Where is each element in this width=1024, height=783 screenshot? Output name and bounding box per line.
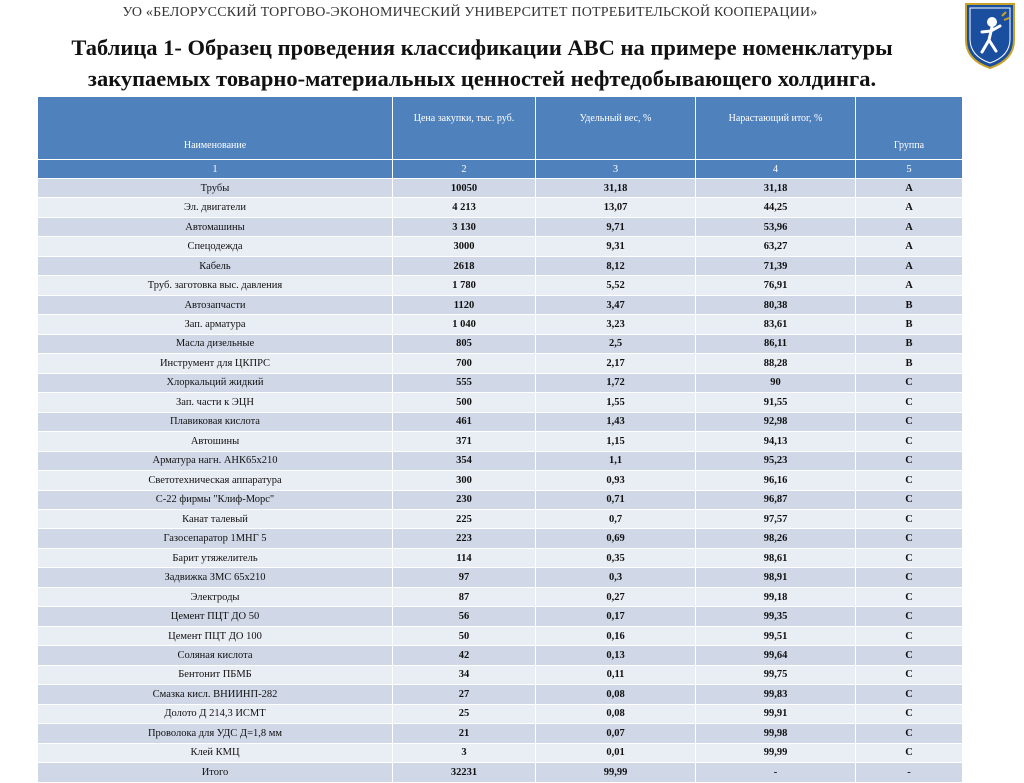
row-share-cell: 0,08 (536, 685, 696, 704)
row-price-cell: 3 130 (393, 217, 536, 236)
row-cumulative-cell: 98,91 (696, 568, 856, 587)
row-group-cell: С (856, 412, 963, 431)
table-header-row (38, 97, 963, 160)
table-row (38, 587, 963, 606)
row-name-cell: С-22 фирмы "Клиф-Морс" (38, 490, 393, 509)
row-group-cell: С (856, 646, 963, 665)
row-share-cell: 0,93 (536, 471, 696, 490)
row-name-cell: Арматура нагн. АНК65х210 (38, 451, 393, 470)
row-group-cell: В (856, 334, 963, 353)
row-group-cell: С (856, 373, 963, 392)
row-group-cell: С (856, 626, 963, 645)
row-name-cell: Трубы (38, 179, 393, 198)
row-cumulative-cell: 83,61 (696, 315, 856, 334)
row-share-cell: 0,13 (536, 646, 696, 665)
row-cumulative-cell: 96,87 (696, 490, 856, 509)
row-share-cell: 5,52 (536, 276, 696, 295)
row-group-cell: В (856, 295, 963, 314)
column-header-cumulative: Нарастающий итог, % (696, 97, 856, 160)
row-group-cell: В (856, 354, 963, 373)
row-price-cell: 97 (393, 568, 536, 587)
row-name-cell: Эл. двигатели (38, 198, 393, 217)
row-share-cell: 2,17 (536, 354, 696, 373)
column-number: 3 (536, 160, 696, 179)
row-price-cell: 1 040 (393, 315, 536, 334)
row-group-cell: С (856, 724, 963, 743)
row-cumulative-cell: 91,55 (696, 393, 856, 412)
row-group-cell: С (856, 548, 963, 567)
row-group-cell: С (856, 490, 963, 509)
row-cumulative-cell: 53,96 (696, 217, 856, 236)
table-row (38, 354, 963, 373)
row-cumulative-cell: 96,16 (696, 471, 856, 490)
table-row (38, 237, 963, 256)
row-share-cell: 1,43 (536, 412, 696, 431)
row-share-cell: 0,16 (536, 626, 696, 645)
table-row (38, 295, 963, 314)
row-cumulative-cell: 98,61 (696, 548, 856, 567)
row-name-cell: Цемент ПЦТ ДО 100 (38, 626, 393, 645)
row-price-cell: 3000 (393, 237, 536, 256)
row-share-cell: 0,7 (536, 509, 696, 528)
row-group-cell: С (856, 471, 963, 490)
row-share-cell: 2,5 (536, 334, 696, 353)
table-row (38, 393, 963, 412)
table-row (38, 432, 963, 451)
row-name-cell: Барит утяжелитель (38, 548, 393, 567)
row-cumulative-cell: 76,91 (696, 276, 856, 295)
abc-classification-table (37, 96, 963, 783)
row-price-cell: 27 (393, 685, 536, 704)
row-name-cell: Автомашины (38, 217, 393, 236)
row-share-cell: 0,11 (536, 665, 696, 684)
row-name-cell: Итого (38, 763, 393, 782)
row-group-cell: С (856, 704, 963, 723)
row-cumulative-cell: 90 (696, 373, 856, 392)
row-name-cell: Зап. арматура (38, 315, 393, 334)
column-header-price: Цена закупки, тыс. руб. (393, 97, 536, 160)
row-share-cell: 99,99 (536, 763, 696, 782)
table-row (38, 412, 963, 431)
title-line-2: закупаемых товарно-материальных ценностей нефтедобывающего холдинга. (87, 66, 877, 91)
row-price-cell: 300 (393, 471, 536, 490)
row-cumulative-cell: 71,39 (696, 256, 856, 275)
row-price-cell: 223 (393, 529, 536, 548)
row-share-cell: 9,71 (536, 217, 696, 236)
row-price-cell: 3 (393, 743, 536, 762)
table-row (38, 217, 963, 236)
row-price-cell: 4 213 (393, 198, 536, 217)
table-body (38, 179, 963, 783)
table-row (38, 665, 963, 684)
row-cumulative-cell: 99,75 (696, 665, 856, 684)
row-share-cell: 0,07 (536, 724, 696, 743)
row-name-cell: Цемент ПЦТ ДО 50 (38, 607, 393, 626)
row-name-cell: Электроды (38, 587, 393, 606)
university-emblem-icon (962, 2, 1018, 70)
table-row (38, 315, 963, 334)
row-cumulative-cell: - (696, 763, 856, 782)
table-row (38, 607, 963, 626)
row-price-cell: 555 (393, 373, 536, 392)
row-cumulative-cell: 63,27 (696, 237, 856, 256)
row-share-cell: 3,47 (536, 295, 696, 314)
row-group-cell: А (856, 217, 963, 236)
row-name-cell: Автозапчасти (38, 295, 393, 314)
column-number: 5 (856, 160, 963, 179)
row-price-cell: 805 (393, 334, 536, 353)
row-group-cell: - (856, 763, 963, 782)
row-price-cell: 225 (393, 509, 536, 528)
row-group-cell: В (856, 315, 963, 334)
row-cumulative-cell: 99,64 (696, 646, 856, 665)
column-number-row (38, 160, 963, 179)
row-cumulative-cell: 80,38 (696, 295, 856, 314)
row-price-cell: 42 (393, 646, 536, 665)
table-row (38, 704, 963, 723)
row-group-cell: А (856, 198, 963, 217)
row-name-cell: Светотехническая аппаратура (38, 471, 393, 490)
row-group-cell: А (856, 276, 963, 295)
row-name-cell: Спецодежда (38, 237, 393, 256)
row-price-cell: 354 (393, 451, 536, 470)
row-group-cell: С (856, 451, 963, 470)
row-cumulative-cell: 98,26 (696, 529, 856, 548)
row-share-cell: 0,3 (536, 568, 696, 587)
table-row (38, 685, 963, 704)
row-share-cell: 8,12 (536, 256, 696, 275)
row-share-cell: 0,08 (536, 704, 696, 723)
row-name-cell: Автошины (38, 432, 393, 451)
table-row (38, 763, 963, 782)
row-share-cell: 3,23 (536, 315, 696, 334)
row-price-cell: 1120 (393, 295, 536, 314)
row-name-cell: Кабель (38, 256, 393, 275)
row-cumulative-cell: 44,25 (696, 198, 856, 217)
table-row (38, 548, 963, 567)
row-name-cell: Газосепаратор 1МНГ 5 (38, 529, 393, 548)
title-line-1: Таблица 1- Образец проведения классификации АВС на примере номенклатуры (71, 35, 893, 60)
row-name-cell: Зап. части к ЭЦН (38, 393, 393, 412)
row-share-cell: 13,07 (536, 198, 696, 217)
row-group-cell: С (856, 529, 963, 548)
row-share-cell: 0,27 (536, 587, 696, 606)
table-row (38, 198, 963, 217)
row-price-cell: 25 (393, 704, 536, 723)
row-name-cell: Долото Д 214,3 ИСМТ (38, 704, 393, 723)
row-price-cell: 2618 (393, 256, 536, 275)
table-row (38, 471, 963, 490)
row-price-cell: 87 (393, 587, 536, 606)
row-cumulative-cell: 31,18 (696, 179, 856, 198)
row-cumulative-cell: 99,18 (696, 587, 856, 606)
column-header-group: Группа (856, 97, 963, 160)
row-name-cell: Масла дизельные (38, 334, 393, 353)
row-price-cell: 10050 (393, 179, 536, 198)
row-group-cell: А (856, 256, 963, 275)
row-cumulative-cell: 86,11 (696, 334, 856, 353)
row-name-cell: Смазка кисл. ВНИИНП-282 (38, 685, 393, 704)
row-name-cell: Инструмент для ЦКПРС (38, 354, 393, 373)
row-share-cell: 0,01 (536, 743, 696, 762)
table-row (38, 256, 963, 275)
row-cumulative-cell: 95,23 (696, 451, 856, 470)
table-row (38, 509, 963, 528)
row-price-cell: 21 (393, 724, 536, 743)
table-row (38, 334, 963, 353)
row-name-cell: Проволока для УДС Д=1,8 мм (38, 724, 393, 743)
row-share-cell: 31,18 (536, 179, 696, 198)
row-share-cell: 9,31 (536, 237, 696, 256)
row-name-cell: Плавиковая кислота (38, 412, 393, 431)
row-price-cell: 32231 (393, 763, 536, 782)
row-share-cell: 0,69 (536, 529, 696, 548)
row-name-cell: Труб. заготовка выс. давления (38, 276, 393, 295)
table-row (38, 276, 963, 295)
column-header-name: Наименование (38, 97, 393, 160)
row-name-cell: Клей КМЦ (38, 743, 393, 762)
row-price-cell: 371 (393, 432, 536, 451)
row-price-cell: 230 (393, 490, 536, 509)
row-group-cell: С (856, 432, 963, 451)
row-cumulative-cell: 94,13 (696, 432, 856, 451)
table-row (38, 451, 963, 470)
row-cumulative-cell: 99,91 (696, 704, 856, 723)
row-share-cell: 1,1 (536, 451, 696, 470)
table-row (38, 743, 963, 762)
row-cumulative-cell: 99,83 (696, 685, 856, 704)
row-price-cell: 34 (393, 665, 536, 684)
table-row (38, 724, 963, 743)
row-price-cell: 461 (393, 412, 536, 431)
row-group-cell: С (856, 743, 963, 762)
row-share-cell: 1,72 (536, 373, 696, 392)
page-title (8, 32, 956, 94)
row-cumulative-cell: 88,28 (696, 354, 856, 373)
row-cumulative-cell: 99,99 (696, 743, 856, 762)
row-group-cell: С (856, 587, 963, 606)
row-share-cell: 1,15 (536, 432, 696, 451)
row-name-cell: Хлоркальций жидкий (38, 373, 393, 392)
row-price-cell: 500 (393, 393, 536, 412)
row-cumulative-cell: 97,57 (696, 509, 856, 528)
row-group-cell: С (856, 393, 963, 412)
row-price-cell: 50 (393, 626, 536, 645)
row-group-cell: С (856, 568, 963, 587)
table-row (38, 529, 963, 548)
row-group-cell: А (856, 179, 963, 198)
row-cumulative-cell: 92,98 (696, 412, 856, 431)
column-header-share: Удельный вес, % (536, 97, 696, 160)
column-number: 2 (393, 160, 536, 179)
row-cumulative-cell: 99,98 (696, 724, 856, 743)
row-share-cell: 1,55 (536, 393, 696, 412)
row-price-cell: 56 (393, 607, 536, 626)
row-price-cell: 1 780 (393, 276, 536, 295)
row-group-cell: С (856, 509, 963, 528)
row-share-cell: 0,71 (536, 490, 696, 509)
column-number: 1 (38, 160, 393, 179)
table-row (38, 568, 963, 587)
row-name-cell: Канат талевый (38, 509, 393, 528)
row-group-cell: С (856, 685, 963, 704)
column-number: 4 (696, 160, 856, 179)
table-row (38, 626, 963, 645)
table-row (38, 646, 963, 665)
row-name-cell: Соляная кислота (38, 646, 393, 665)
row-group-cell: С (856, 607, 963, 626)
university-name: УО «БЕЛОРУССКИЙ ТОРГОВО-ЭКОНОМИЧЕСКИЙ УНИВЕРСИТЕТ ПОТРЕБИТЕЛЬСКОЙ КООПЕРАЦИИ» (122, 5, 818, 20)
row-price-cell: 700 (393, 354, 536, 373)
row-cumulative-cell: 99,51 (696, 626, 856, 645)
row-group-cell: А (856, 237, 963, 256)
table-row (38, 179, 963, 198)
table-row (38, 373, 963, 392)
table-row (38, 490, 963, 509)
row-name-cell: Задвижка ЗМС 65х210 (38, 568, 393, 587)
row-share-cell: 0,35 (536, 548, 696, 567)
row-share-cell: 0,17 (536, 607, 696, 626)
row-cumulative-cell: 99,35 (696, 607, 856, 626)
row-price-cell: 114 (393, 548, 536, 567)
row-group-cell: С (856, 665, 963, 684)
row-name-cell: Бентонит ПБМБ (38, 665, 393, 684)
